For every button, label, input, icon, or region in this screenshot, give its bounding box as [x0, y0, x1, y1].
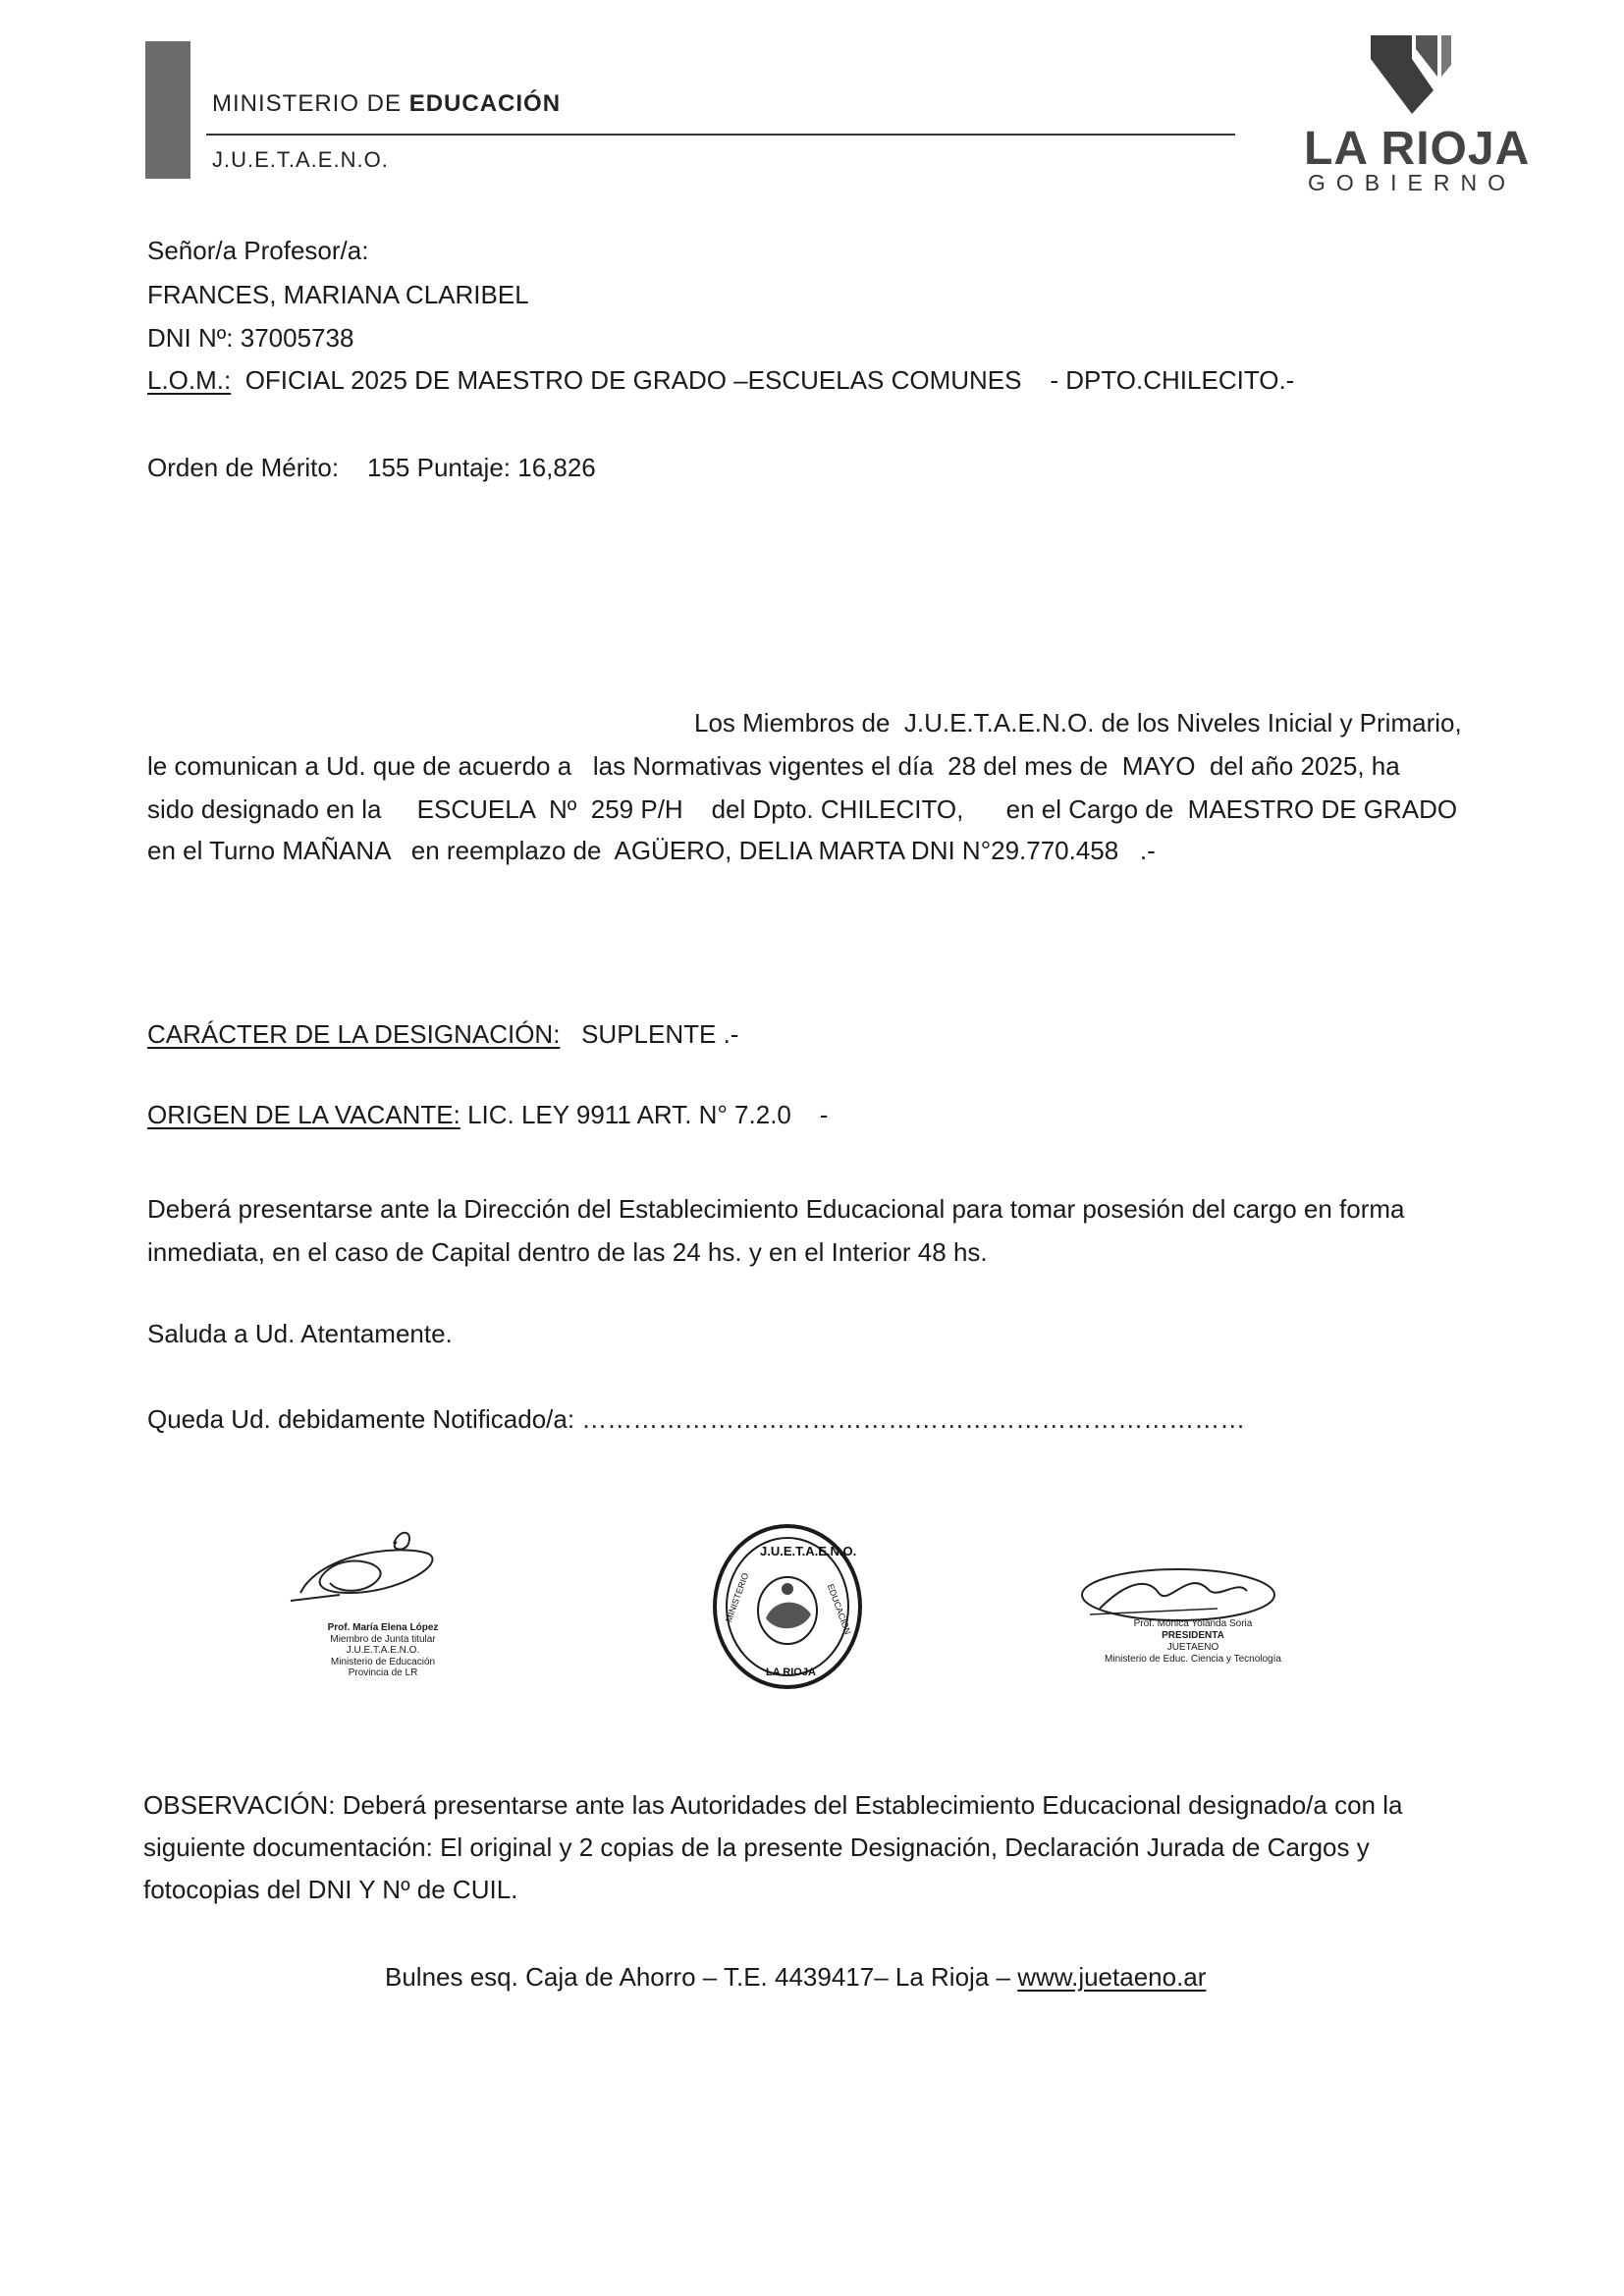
right-caption-line: Prof. Mónica Yolanda Soria	[1133, 1618, 1253, 1629]
observation-line-1: OBSERVACIÓN: Deberá presentarse ante las Autoridades del Establecimiento Educacional designado/a con la	[143, 1790, 1403, 1820]
dni-label: DNI Nº:	[147, 323, 234, 353]
header-agency: J.U.E.T.A.E.N.O.	[212, 147, 389, 172]
caracter-label: CARÁCTER DE LA DESIGNACIÓN:	[147, 1019, 561, 1049]
svg-text:LA RIOJA: LA RIOJA	[766, 1667, 816, 1678]
svg-text:J.U.E.T.A.E.N.O.: J.U.E.T.A.E.N.O.	[760, 1544, 857, 1558]
caracter-line	[147, 1021, 738, 1047]
official-seal-icon	[709, 1520, 866, 1693]
header-accent-bar	[145, 41, 190, 179]
notified-line: Queda Ud. debidamente Notificado/a: ……………………………………………………………………	[147, 1404, 1246, 1434]
recipient-name: FRANCES, MARIANA CLARIBEL	[147, 280, 529, 309]
closing: Saluda a Ud. Atentamente.	[147, 1319, 453, 1348]
merit-line	[147, 455, 596, 480]
recipient-dni	[147, 325, 353, 351]
observation-line-3: fotocopias del DNI Y Nº de CUIL.	[143, 1875, 518, 1904]
dni-value: 37005738	[240, 323, 354, 353]
logo-subtitle: GOBIERNO	[1308, 170, 1516, 195]
lom-label: L.O.M.:	[147, 365, 232, 395]
right-caption-line: Ministerio de Educ. Ciencia y Tecnología	[1105, 1654, 1281, 1665]
left-caption-line: Miembro de Junta titular	[330, 1633, 436, 1645]
footer-address: Bulnes esq. Caja de Ahorro – T.E. 4439417– La Rioja –	[385, 1962, 1010, 1992]
instruction-line-2: inmediata, en el caso de Capital dentro de las 24 hs. y en el Interior 48 hs.	[147, 1237, 988, 1267]
footer	[385, 1964, 1206, 1990]
body-line-3: sido designado en la ESCUELA Nº 259 P/H del Dpto. CHILECITO, en el Cargo de MAESTRO DE GRADO	[147, 794, 1458, 824]
left-caption-line: J.U.E.T.A.E.N.O.	[346, 1645, 420, 1656]
right-caption-line: PRESIDENTA	[1162, 1630, 1224, 1641]
merit-label: Orden de Mérito:	[147, 453, 340, 482]
origen-value: LIC. LEY 9911 ART. N° 7.2.0 -	[467, 1100, 829, 1129]
signature-left-caption	[295, 1622, 471, 1679]
ministry-prefix: MINISTERIO DE	[212, 90, 403, 117]
svg-text:MINISTERIO: MINISTERIO	[723, 1571, 751, 1624]
origen-line	[147, 1102, 828, 1127]
salutation: Señor/a Profesor/a:	[147, 236, 369, 265]
signature-left	[281, 1524, 448, 1618]
origen-label: ORIGEN DE LA VACANTE:	[147, 1100, 460, 1129]
observation-line-2: siguiente documentación: El original y 2 copias de la presente Designación, Declaración Jurada de Cargos y	[143, 1832, 1370, 1862]
body-line-2: le comunican a Ud. que de acuerdo a las Normativas vigentes el día 28 del mes de MAYO del año 2025, ha	[147, 751, 1400, 781]
header-rule	[206, 134, 1235, 136]
signature-right-caption	[1100, 1618, 1286, 1666]
footer-url-link[interactable]: www.juetaeno.ar	[1017, 1962, 1207, 1992]
body-line-1: Los Miembros de J.U.E.T.A.E.N.O. de los Niveles Inicial y Primario,	[694, 708, 1462, 738]
left-caption-line: Provincia de LR	[348, 1667, 418, 1678]
header-ministry	[212, 92, 561, 116]
lom-line	[147, 367, 1294, 393]
left-caption-line: Ministerio de Educación	[330, 1656, 436, 1667]
ministry-bold: EDUCACIÓN	[408, 90, 562, 117]
merit-value: 155 Puntaje: 16,826	[367, 453, 596, 482]
la-rioja-logo-icon	[1365, 29, 1455, 120]
logo-name: LA RIOJA	[1304, 123, 1531, 175]
right-caption-line: JUETAENO	[1166, 1642, 1219, 1653]
body-line-4: en el Turno MAÑANA en reemplazo de AGÜERO, DELIA MARTA DNI N°29.770.458 .-	[147, 836, 1156, 865]
instruction-line-1: Deberá presentarse ante la Dirección del Establecimiento Educacional para tomar posesión del cargo en forma	[147, 1194, 1405, 1224]
lom-value: OFICIAL 2025 DE MAESTRO DE GRADO –ESCUELAS COMUNES - DPTO.CHILECITO.-	[244, 365, 1295, 395]
caracter-value: SUPLENTE .-	[581, 1019, 739, 1049]
svg-text:EDUCACION: EDUCACION	[825, 1582, 853, 1636]
left-caption-line: Prof. María Elena López	[327, 1622, 439, 1633]
